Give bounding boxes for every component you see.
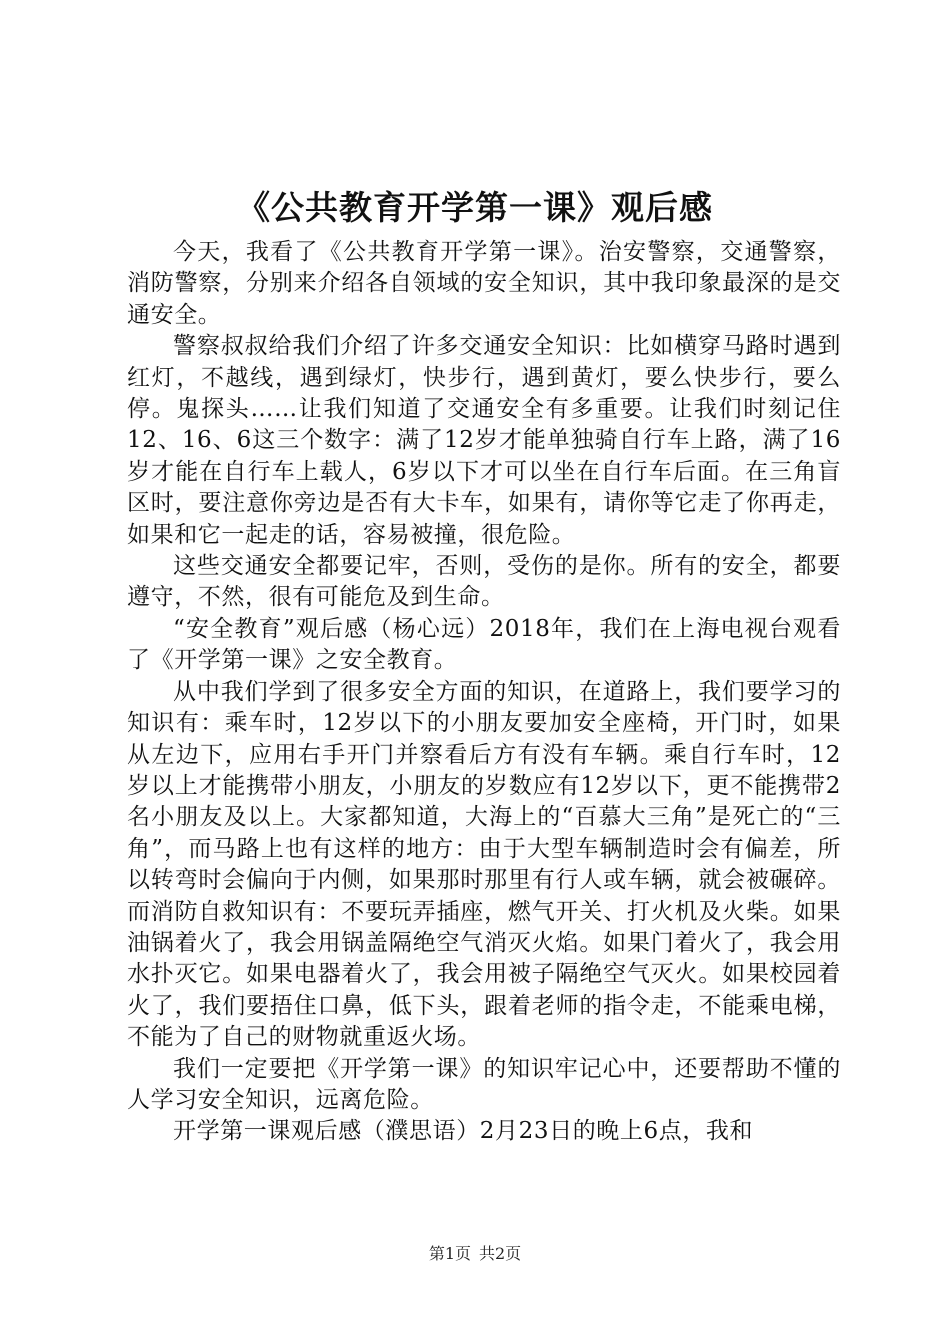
paragraph-7: 开学第一课观后感（濮思语）2月23日的晚上6点，我和	[173, 1118, 754, 1145]
paragraph-4: “安全教育”观后感（杨心远）2018年，我们在上海电视台观看了《开学第一课》之安全教育。	[127, 615, 841, 674]
document-body	[127, 237, 841, 1148]
paragraph-6: 我们一定要把《开学第一课》的知识牢记心中，还要帮助不懂的人学习安全知识，远离危险。	[127, 1055, 841, 1113]
page-footer	[0, 1242, 950, 1266]
paragraph-1: 今天，我看了《公共教育开学第一课》。治安警察，交通警察，消防警察，分别来介绍各自领域的安全知识，其中我印象最深的是交通安全。	[127, 239, 841, 328]
paragraph-5: 从中我们学到了很多安全方面的知识，在道路上，我们要学习的知识有：乘车时，12岁以下的小朋友要加安全座椅，开门时，如果从左边下，应用右手开门并察看后方有没有车辆。乘自行车时，12岁以上才能携带小朋友，小朋友的岁数应有12岁以下，更不能携带2名小朋友及以上。大家都知道，大海上的“百慕大三角”是死亡的“三角”，而马路上也有这样的地方：由于大型车辆制造时会有偏差，所以转弯时会偏向于内侧，如果那时那里有行人或车辆，就会被碾碎。而消防自救知识有：不要玩弄插座，燃气开关、打火机及火柴。如果油锅着火了，我会用锅盖隔绝空气消灭火焰。如果门着火了，我会用水扑灭它。如果电器着火了，我会用被子隔绝空气灭火。如果校园着火了，我们要捂住口鼻，低下头，跟着老师的指令走，不能乘电梯，不能为了自己的财物就重返火场。	[127, 678, 841, 1051]
paragraph-3: 这些交通安全都要记牢，否则，受伤的是你。所有的安全，都要遵守，不然，很有可能危及到生命。	[127, 553, 841, 611]
page-title: 《公共教育开学第一课》观后感	[237, 188, 713, 227]
page-number: 第1页	[428, 1244, 471, 1263]
page-total: 共2页	[479, 1244, 522, 1263]
paragraph-2: 警察叔叔给我们介绍了许多交通安全知识：比如横穿马路时遇到红灯，不越线，遇到绿灯，快步行，遇到黄灯，要么快步行，要么停。鬼探头……让我们知道了交通安全有多重要。让我们时刻记住12、16、6这三个数字：满了12岁才能单独骑自行车上路，满了16岁才能在自行车上载人，6岁以下才可以坐在自行车后面。在三角盲区时，要注意你旁边是否有大卡车，如果有，请你等它走了你再走，如果和它一起走的话，容易被撞，很危险。	[127, 333, 841, 548]
